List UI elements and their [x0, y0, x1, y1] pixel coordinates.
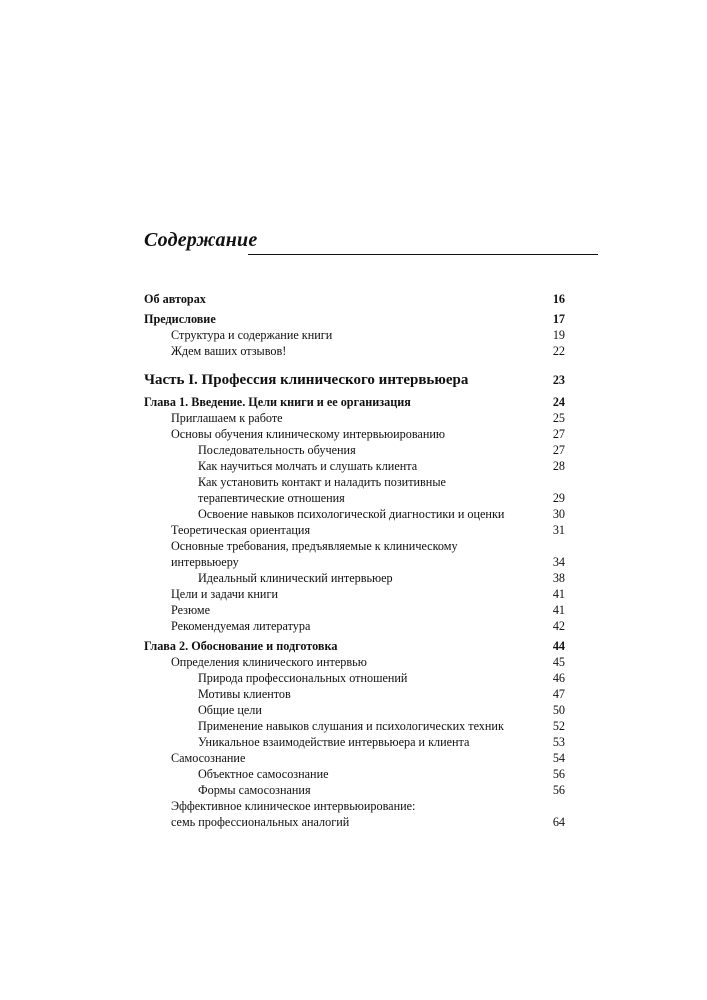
toc-entry-page: 27 — [552, 427, 565, 441]
toc-entry-page: 22 — [552, 344, 565, 358]
toc-entry-page: 47 — [552, 687, 565, 701]
toc-entry-page: 25 — [552, 411, 565, 425]
toc-entry — [144, 522, 565, 538]
toc-chapter-entry — [144, 394, 565, 410]
toc-entry-page: 27 — [552, 443, 565, 457]
toc-entry-title: семь профессиональных аналогий — [171, 815, 350, 829]
toc-entry-page: 41 — [552, 587, 565, 601]
toc-entry-page: 38 — [552, 571, 565, 585]
toc-entry-title: Эффективное клиническое интервьюирование: — [171, 799, 416, 813]
toc-entry-page: 19 — [552, 328, 565, 342]
toc-entry — [144, 718, 565, 734]
toc-entry-title: Основы обучения клиническому интервьюированию — [171, 427, 445, 441]
toc-entry-title: Цели и задачи книги — [171, 587, 278, 601]
toc-entry-title: Применение навыков слушания и психологических техник — [198, 719, 504, 733]
toc-entry-title: Природа профессиональных отношений — [198, 671, 408, 685]
toc-entry — [144, 442, 565, 458]
toc-entry — [144, 458, 565, 474]
toc-entry — [144, 343, 565, 359]
toc-entry-title: интервьюеру — [171, 555, 239, 569]
toc-entry-page: 53 — [552, 735, 565, 749]
toc-entry-page: 31 — [552, 523, 565, 537]
toc-entry — [144, 686, 565, 702]
toc-entry-page: 64 — [552, 815, 565, 829]
toc-entry-page: 28 — [552, 459, 565, 473]
toc-entry — [144, 734, 565, 750]
toc-entry-title: Как установить контакт и наладить позитивные — [198, 475, 446, 489]
heading-rule — [248, 254, 598, 255]
toc-entry — [144, 766, 565, 782]
toc-entry — [144, 618, 565, 634]
toc-entry-title: Резюме — [171, 603, 211, 617]
toc-entry-title: Часть I. Профессия клинического интервьюера — [144, 372, 469, 388]
toc-entry — [144, 490, 565, 506]
toc-entry-title: Основные требования, предъявляемые к клиническому — [171, 539, 458, 553]
toc-entry-page: 46 — [552, 671, 565, 685]
toc-entry-page: 56 — [552, 783, 565, 797]
toc-entry-title: Приглашаем к работе — [171, 411, 283, 425]
toc-entry — [144, 782, 565, 798]
toc-entry-title: Объектное самосознание — [198, 767, 329, 781]
toc-entry-page: 42 — [552, 619, 565, 633]
toc-entry-title: Формы самосознания — [198, 783, 311, 797]
toc-entry-page: 41 — [552, 603, 565, 617]
toc-entry-title: Структура и содержание книги — [171, 328, 333, 342]
toc-entry-page: 24 — [552, 395, 565, 409]
toc-entry — [144, 602, 565, 618]
toc-entry-page: 50 — [552, 703, 565, 717]
toc-entry — [144, 311, 565, 327]
toc-entry — [144, 814, 565, 830]
toc-entry-page: 30 — [552, 507, 565, 521]
toc-entry — [144, 798, 565, 814]
toc-entry-page: 34 — [552, 555, 565, 569]
toc-entry — [144, 426, 565, 442]
toc-entry-title: Последовательность обучения — [198, 443, 356, 457]
toc-entry-title: Глава 2. Обоснование и подготовка — [144, 639, 338, 653]
toc-entry-title: Общие цели — [198, 703, 262, 717]
toc-entry-title: Ждем ваших отзывов! — [171, 344, 287, 358]
toc-entry-page: 56 — [552, 767, 565, 781]
toc-chapter-entry — [144, 638, 565, 654]
toc-entry-title: Идеальный клинический интервьюер — [198, 571, 393, 585]
toc-entry-page: 45 — [552, 655, 565, 669]
toc-entry-page: 52 — [552, 719, 565, 733]
toc-entry — [144, 538, 565, 554]
toc-entry — [144, 570, 565, 586]
toc-entry — [144, 474, 565, 490]
toc-entry-page: 29 — [552, 491, 565, 505]
toc-entry-page: 44 — [552, 639, 565, 653]
toc-entry-page: 16 — [552, 292, 565, 306]
toc-entry-title: Освоение навыков психологической диагностики и оценки — [198, 507, 505, 521]
toc-entry-title: Теоретическая ориентация — [171, 523, 311, 537]
toc-part-entry — [144, 370, 565, 390]
toc-entry-title: Рекомендуемая литература — [171, 619, 311, 633]
toc-entry — [144, 750, 565, 766]
toc-entry-page: 54 — [552, 751, 565, 765]
toc-entry-title: Определения клинического интервью — [171, 655, 367, 669]
toc-entry — [144, 670, 565, 686]
contents-heading: Содержание — [144, 229, 258, 251]
toc-entry-title: Предисловие — [144, 312, 216, 326]
toc-entry — [144, 654, 565, 670]
toc-entry — [144, 410, 565, 426]
toc-entry — [144, 586, 565, 602]
toc-entry-title: Самосознание — [171, 751, 246, 765]
toc-entry-page: 17 — [552, 312, 565, 326]
toc-entry — [144, 702, 565, 718]
toc-entry — [144, 327, 565, 343]
toc-entry — [144, 554, 565, 570]
toc-entry-title: Мотивы клиентов — [198, 687, 291, 701]
toc-entry-title: Об авторах — [144, 292, 206, 306]
toc-entry-title: Уникальное взаимодействие интервьюера и клиента — [198, 735, 470, 749]
toc-entry-title: Глава 1. Введение. Цели книги и ее организация — [144, 395, 411, 409]
toc-entry — [144, 506, 565, 522]
toc-entry-title: терапевтические отношения — [198, 491, 345, 505]
toc-entry-title: Как научиться молчать и слушать клиента — [198, 459, 418, 473]
toc-entry-page: 23 — [552, 373, 565, 387]
toc-entry — [144, 291, 565, 307]
